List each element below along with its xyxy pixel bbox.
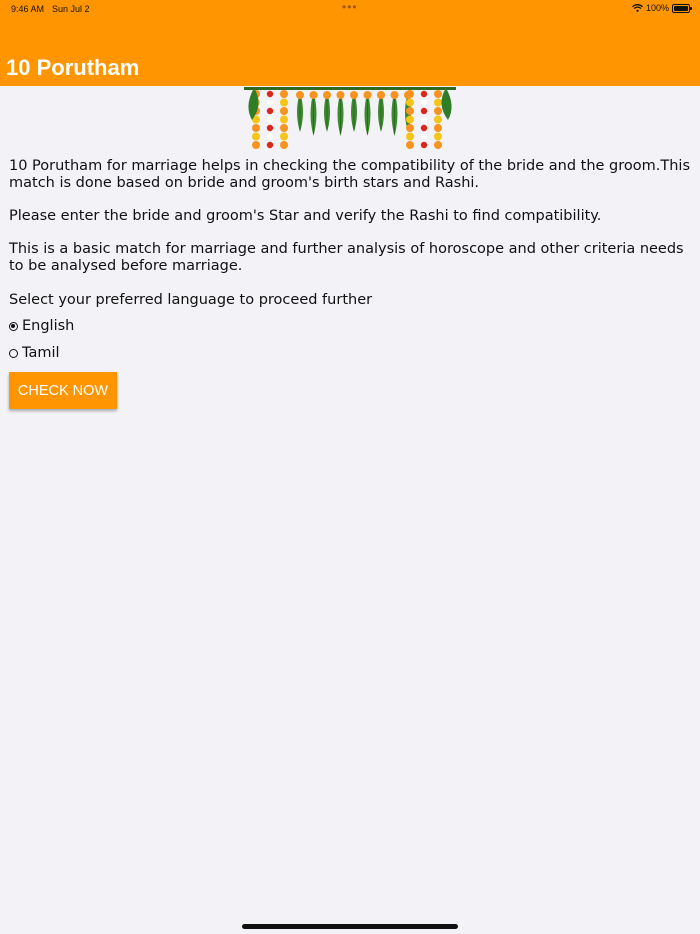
multitasking-dots-icon[interactable]: ••• bbox=[342, 0, 358, 14]
status-time: 9:46 AM bbox=[11, 4, 45, 14]
main-content bbox=[9, 158, 693, 308]
status-bar bbox=[0, 0, 700, 18]
language-option-label: Tamil bbox=[22, 345, 60, 361]
home-indicator[interactable] bbox=[242, 924, 458, 929]
status-right bbox=[632, 3, 690, 13]
instruction-text: Please enter the bride and groom's Star and verify the Rashi to find compatibility. bbox=[9, 208, 602, 224]
language-option-tamil[interactable] bbox=[9, 345, 60, 361]
language-option-label: English bbox=[22, 318, 75, 334]
status-date: Sun Jul 2 bbox=[52, 4, 90, 14]
language-option-english[interactable] bbox=[9, 318, 74, 334]
disclaimer-text: This is a basic match for marriage and further analysis of horoscope and other criteria needs to be analysed before marriage. bbox=[9, 241, 684, 274]
toran-decoration-image bbox=[240, 86, 460, 156]
wifi-icon bbox=[632, 4, 643, 12]
page-title: 10 Porutham bbox=[6, 55, 140, 80]
intro-text: 10 Porutham for marriage helps in checking the compatibility of the bride and the groom.This match is done based on bride and groom's birth stars and Rashi. bbox=[9, 158, 691, 191]
battery-icon bbox=[672, 4, 690, 13]
navigation-bar bbox=[0, 18, 700, 86]
check-now-button[interactable]: CHECK NOW bbox=[9, 372, 117, 409]
radio-english-icon[interactable] bbox=[9, 322, 18, 331]
battery-percent: 100% bbox=[645, 3, 669, 13]
language-prompt: Select your preferred language to proceed further bbox=[9, 292, 373, 308]
radio-tamil-icon[interactable] bbox=[9, 349, 18, 358]
